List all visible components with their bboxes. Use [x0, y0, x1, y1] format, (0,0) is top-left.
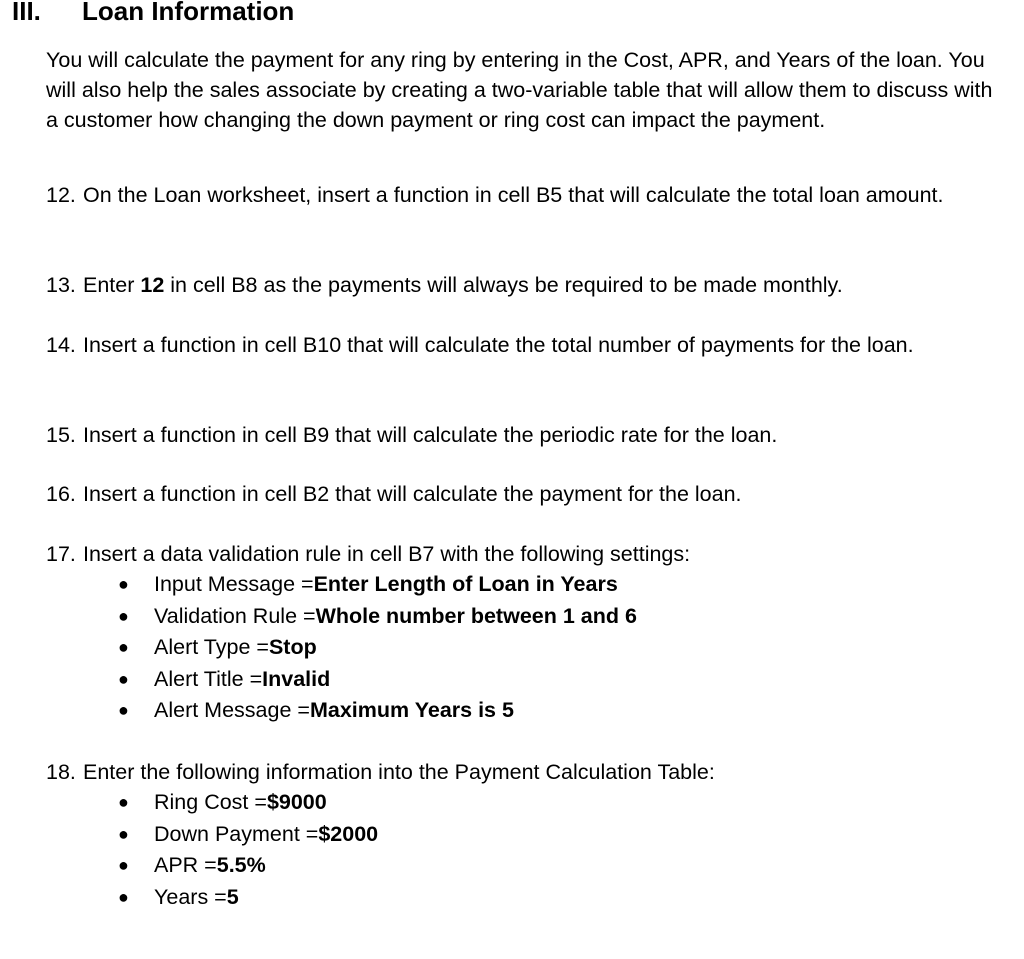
item-value: Enter Length of Loan in Years — [313, 572, 618, 596]
section-heading — [12, 0, 294, 28]
item-label: Input Message = — [154, 572, 314, 596]
list-item — [118, 632, 637, 664]
step-number: 12. — [46, 183, 76, 207]
item-value: 5.5% — [216, 853, 266, 877]
item-label: Alert Title = — [154, 666, 263, 691]
list-item — [118, 882, 378, 914]
step-text — [83, 270, 976, 300]
item-value: 5 — [226, 884, 239, 909]
item-value: Maximum Years is 5 — [309, 698, 514, 722]
step-number: 15. — [46, 423, 76, 447]
bullet-icon: ● — [118, 605, 129, 626]
item-value: $9000 — [266, 790, 327, 814]
step-text: On the Loan worksheet, insert a function in cell B5 that will calculate the total loan amount. — [83, 183, 944, 207]
step-18 — [46, 757, 976, 787]
step-text: Insert a data validation rule in cell B7 with the following settings: — [83, 542, 691, 566]
bullet-icon: ● — [118, 700, 129, 720]
step-16 — [46, 479, 976, 509]
bullet-icon: ● — [118, 886, 129, 907]
item-label: Alert Type = — [154, 635, 269, 659]
step-13 — [46, 270, 976, 300]
list-item — [118, 787, 378, 819]
item-value: Stop — [268, 635, 317, 659]
item-label: Alert Message = — [154, 698, 310, 722]
bullet-icon: ● — [118, 792, 129, 812]
step-number: 16. — [46, 482, 76, 506]
section-title: Loan Information — [82, 0, 295, 26]
step-15 — [46, 420, 976, 450]
item-label: APR = — [154, 853, 217, 877]
step-number: 13. — [46, 273, 76, 297]
step-number: 18. — [46, 760, 76, 784]
item-label: Validation Rule = — [154, 603, 316, 628]
step-number: 17. — [46, 542, 76, 566]
bullet-icon: ● — [118, 668, 129, 689]
item-label: Ring Cost = — [154, 790, 267, 814]
payment-table-inputs-list — [118, 787, 378, 913]
step-number: 14. — [46, 333, 76, 357]
list-item — [118, 819, 378, 851]
step-text-bold: 12 — [140, 273, 165, 297]
validation-settings-list — [118, 569, 637, 727]
list-item — [118, 850, 378, 882]
list-item — [118, 601, 637, 633]
item-label: Years = — [154, 884, 227, 909]
step-text: Insert a function in cell B9 that will calculate the periodic rate for the loan. — [83, 423, 778, 447]
step-14 — [46, 330, 976, 360]
bullet-icon: ● — [118, 855, 129, 875]
item-value: Invalid — [262, 666, 331, 691]
bullet-icon: ● — [118, 574, 129, 594]
step-text: Enter the following information into the Payment Calculation Table: — [83, 760, 715, 784]
item-label: Down Payment = — [154, 821, 319, 846]
section-number: III. — [12, 0, 41, 26]
step-text-part: in cell B8 as the payments will always be required to be made monthly. — [164, 273, 843, 297]
list-item — [118, 695, 637, 727]
step-17 — [46, 539, 976, 569]
bullet-icon: ● — [118, 637, 129, 657]
item-value: $2000 — [318, 821, 379, 846]
bullet-icon: ● — [118, 823, 129, 844]
intro-paragraph: You will calculate the payment for any ring by entering in the Cost, APR, and Years of the loan. You will also help the sales associate by creating a two-variable table that will allow them to discuss with a customer how changing the down payment or ring cost can impact the payment. — [46, 48, 993, 132]
step-12 — [46, 180, 976, 210]
step-text: Insert a function in cell B10 that will calculate the total number of payments for the loan. — [83, 333, 914, 357]
list-item — [118, 569, 637, 601]
item-value: Whole number between 1 and 6 — [315, 603, 637, 628]
step-text-part: Enter — [83, 273, 141, 297]
list-item — [118, 664, 637, 696]
step-text: Insert a function in cell B2 that will calculate the payment for the loan. — [83, 482, 742, 506]
